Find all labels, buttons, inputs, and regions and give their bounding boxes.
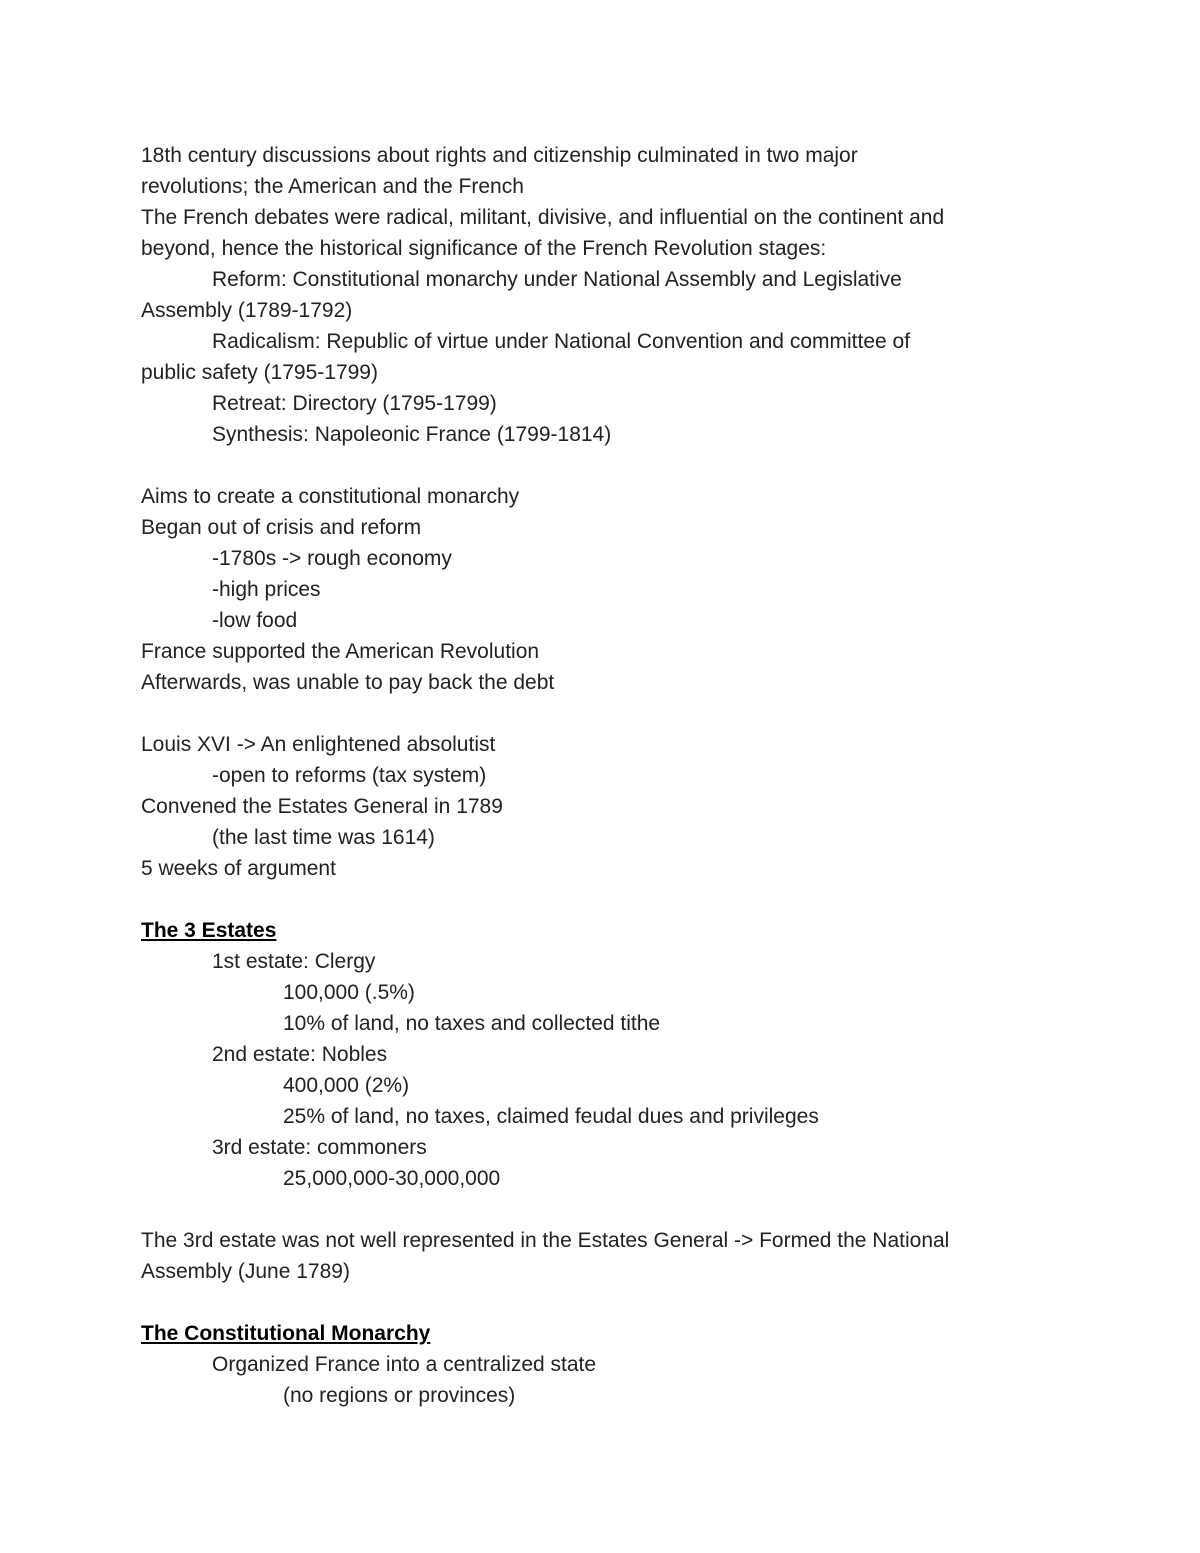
text-line: -open to reforms (tax system) bbox=[212, 764, 487, 787]
text-line: 5 weeks of argument bbox=[141, 857, 336, 880]
section-heading: The 3 Estates bbox=[141, 919, 277, 942]
blank-line bbox=[141, 698, 1061, 729]
text-line: Retreat: Directory (1795-1799) bbox=[212, 392, 497, 415]
text-line: 10% of land, no taxes and collected tithe bbox=[283, 1012, 661, 1035]
blank-line bbox=[141, 1287, 1061, 1318]
text-line: Reform: Constitutional monarchy under National Assembly and Legislative bbox=[212, 268, 902, 291]
text-line: The 3rd estate was not well represented in the Estates General -> Formed the National bbox=[141, 1229, 950, 1252]
text-line: Louis XVI -> An enlightened absolutist bbox=[141, 733, 496, 756]
text-line: 25,000,000-30,000,000 bbox=[283, 1167, 501, 1190]
text-line: Radicalism: Republic of virtue under National Convention and committee of bbox=[212, 330, 911, 353]
text-line: Began out of crisis and reform bbox=[141, 516, 422, 539]
text-line: Synthesis: Napoleonic France (1799-1814) bbox=[212, 423, 612, 446]
text-line: France supported the American Revolution bbox=[141, 640, 540, 663]
text-line: 1st estate: Clergy bbox=[212, 950, 376, 973]
text-line: public safety (1795-1799) bbox=[141, 361, 378, 384]
text-line: Assembly (1789-1792) bbox=[141, 299, 353, 322]
text-line: (the last time was 1614) bbox=[212, 826, 435, 849]
text-line: Afterwards, was unable to pay back the debt bbox=[141, 671, 555, 694]
text-line: 400,000 (2%) bbox=[283, 1074, 410, 1097]
text-line: Organized France into a centralized state bbox=[212, 1353, 597, 1376]
text-line: 18th century discussions about rights and citizenship culminated in two major bbox=[141, 144, 858, 167]
text-line: 25% of land, no taxes, claimed feudal dues and privileges bbox=[283, 1105, 819, 1128]
text-line: -1780s -> rough economy bbox=[212, 547, 452, 570]
text-line: Assembly (June 1789) bbox=[141, 1260, 350, 1283]
text-line: -high prices bbox=[212, 578, 321, 601]
section-heading: The Constitutional Monarchy bbox=[141, 1322, 431, 1345]
blank-line bbox=[141, 450, 1061, 481]
text-line: 100,000 (.5%) bbox=[283, 981, 415, 1004]
blank-line bbox=[141, 1194, 1061, 1225]
text-line: 2nd estate: Nobles bbox=[212, 1043, 388, 1066]
document-page bbox=[141, 140, 1061, 1411]
text-line: Convened the Estates General in 1789 bbox=[141, 795, 503, 818]
text-line: revolutions; the American and the French bbox=[141, 175, 524, 198]
blank-line bbox=[141, 884, 1061, 915]
text-line: 3rd estate: commoners bbox=[212, 1136, 427, 1159]
text-line: The French debates were radical, militant, divisive, and influential on the continent and bbox=[141, 206, 945, 229]
text-line: (no regions or provinces) bbox=[283, 1384, 516, 1407]
text-line: -low food bbox=[212, 609, 298, 632]
text-line: Aims to create a constitutional monarchy bbox=[141, 485, 520, 508]
text-line: beyond, hence the historical significance of the French Revolution stages: bbox=[141, 237, 827, 260]
